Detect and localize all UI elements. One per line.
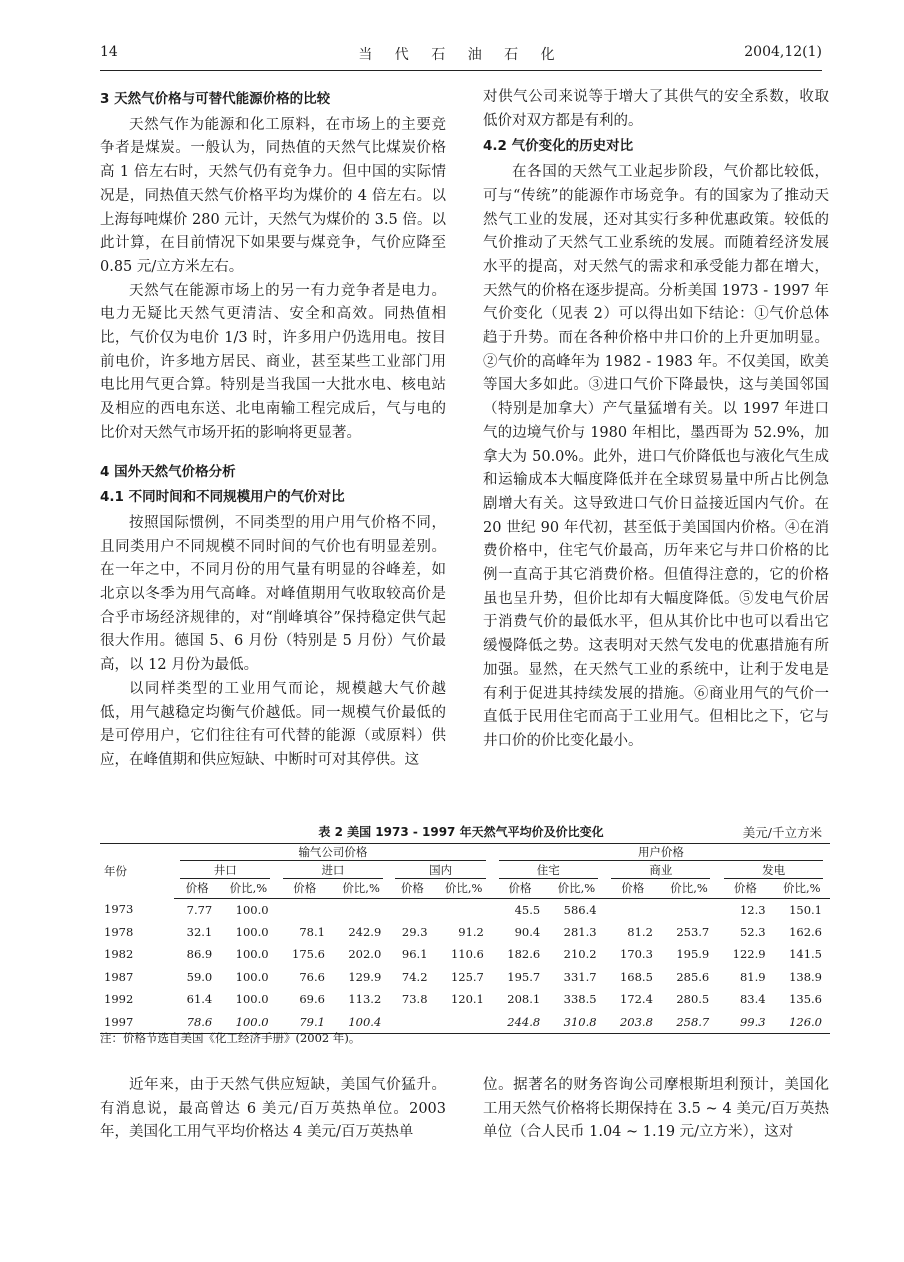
table-cell: 76.6 — [299, 969, 325, 984]
table-row — [100, 921, 830, 944]
table-cell — [436, 898, 492, 921]
section-4-heading: 4 国外天然气价格分析 — [100, 463, 236, 480]
table-row — [100, 988, 830, 1011]
paragraph: 在各国的天然气工业起步阶段，气价都比较低，可与“传统”的能源作市场竞争。有的国家为了推动天然气工业的发展，还对其实行多种优惠政策。较低的气价推动了天然气工业系统的发展。而随着经济发展水平的提高，对天然气的需求和承受能力都在增大，天然气的价格在逐步提高。分析美国 1973 - 1997 年气价变化（见表 2）可以得出如下结论：①气价总体趋于升势。而在各种价格中井口价的上升更加明显。②气价的高峰年为 1982 - 1983 年。不仅美国，欧美等国大多如此。③进口气价下降最快，这与美国邻国（特别是加拿大）产气量猛增有关。以 1997 年进口气的边境气价与 1980 年相比，墨西哥为 52.9%，加拿大为 50.0%。此外，进口气价降低也与液化气生成和运输成本大幅度降低并在全球贸易量中所占比例急剧增大有关。这导致进口气价日益接近国内气价。在 20 世纪 90 年代初，甚至低于美国国内价格。④在消费价格中，住宅气价最高，历年来它与井口价格的比例一直高于其它消费价格。但值得注意的，它的价格虽也呈升势，但价比却有大幅度降低。⑤发电气价居于消费气价的最低水平，但从其价比中也可以看出它缓慢降低之势。这表明对天然气发电的优惠措施有所加强。显然，在天然气工业的系统中，让利于发电是有利于促进其持续发展的措施。⑥商业用气的气价一直低于民用住宅而高于工业用气。但相比之下，它与井口价的价比变化最小。 — [483, 164, 829, 749]
table-cell: 242.9 — [348, 924, 382, 939]
table-cell: 210.2 — [563, 947, 597, 962]
section-3-heading: 3 天然气价格与可替代能源价格的比较 — [100, 91, 331, 107]
table-cell: 203.8 — [605, 1011, 661, 1034]
table-cell: 74.2 — [401, 969, 428, 984]
table-cell: 135.6 — [789, 992, 822, 1007]
table-cell — [436, 1011, 492, 1034]
table-row — [100, 943, 830, 966]
bottom-left-column — [100, 1074, 446, 1145]
table-cell: 195.9 — [676, 947, 710, 962]
table-cell: 78.1 — [299, 924, 325, 939]
table-cell: 100.0 — [235, 947, 269, 962]
col-header: 国内 — [395, 862, 485, 879]
table-note: 注：价格节选自美国《化工经济手册》(2002 年)。 — [100, 1031, 361, 1045]
sub-header: 价比,% — [548, 879, 604, 898]
table-cell — [605, 898, 661, 921]
table-cell: 175.6 — [292, 947, 325, 962]
table-cell: 310.8 — [548, 1011, 604, 1034]
table-cell: 208.1 — [507, 992, 541, 1007]
table-cell: 73.8 — [401, 992, 428, 1007]
table-cell: 52.3 — [739, 924, 766, 939]
table-cell: 150.1 — [789, 902, 822, 917]
year-cell: 1992 — [104, 992, 134, 1007]
table-cell: 79.1 — [277, 1011, 333, 1034]
table-row — [100, 966, 830, 989]
table-cell: 141.5 — [789, 947, 822, 962]
col-header: 商业 — [611, 862, 710, 879]
table-cell: 281.3 — [563, 924, 597, 939]
sub-header: 价比,% — [220, 879, 276, 898]
table-cell: 120.1 — [450, 992, 484, 1007]
table-cell: 195.7 — [507, 969, 541, 984]
table-cell: 110.6 — [450, 947, 484, 962]
table-cell: 280.5 — [676, 992, 710, 1007]
table-cell — [661, 898, 717, 921]
table-caption — [100, 823, 822, 843]
paragraph: 近年来，由于天然气供应短缺，美国气价猛升。有消息说，最高曾达 6 美元/百万英热单位。2003 年，美国化工用气平均价格达 4 美元/百万英热单 — [100, 1077, 446, 1141]
table-cell: 69.6 — [299, 992, 325, 1007]
table-cell — [277, 898, 333, 921]
page-header — [100, 44, 822, 68]
sub-header: 价格 — [389, 879, 435, 898]
left-column — [100, 86, 446, 773]
year-cell: 1973 — [104, 902, 134, 917]
user-group-header: 用户价格 — [499, 844, 824, 861]
table-cell: 81.9 — [739, 969, 766, 984]
table-cell: 162.6 — [789, 924, 822, 939]
sub-header: 价比,% — [436, 879, 492, 898]
table-cell: 172.4 — [619, 992, 653, 1007]
table-cell: 12.3 — [739, 902, 766, 917]
table-cell: 182.6 — [507, 947, 541, 962]
table-cell: 113.2 — [348, 992, 382, 1007]
table-cell: 100.0 — [235, 902, 269, 917]
table-cell: 29.3 — [401, 924, 428, 939]
paragraph: 对供气公司来说等于增大了其供气的安全系数，收取低价对双方都是有利的。 — [483, 89, 829, 129]
table-cell — [389, 1011, 435, 1034]
col-header: 住宅 — [499, 862, 598, 879]
sub-header: 价格 — [605, 879, 661, 898]
table-cell: 168.5 — [619, 969, 653, 984]
col-header: 进口 — [283, 862, 382, 879]
table-cell: 253.7 — [676, 924, 710, 939]
sub-header: 价比,% — [774, 879, 830, 898]
journal-title: 当 代 石 油 石 化 — [358, 47, 564, 63]
table-title: 表 2 美国 1973 - 1997 年天然气平均价及价比变化 — [318, 825, 604, 839]
sub-header: 价格 — [717, 879, 773, 898]
col-header: 发电 — [724, 862, 823, 879]
sub-header: 价格 — [277, 879, 333, 898]
table-cell: 59.0 — [186, 969, 213, 984]
table-cell: 99.3 — [717, 1011, 773, 1034]
table-cell: 45.5 — [514, 902, 541, 917]
table-cell — [389, 898, 435, 921]
col-header: 井口 — [180, 862, 270, 879]
paragraph: 天然气作为能源和化工原料，在市场上的主要竞争者是煤炭。一般认为，同热值的天然气比煤炭价格高 1 倍左右时，天然气仍有竞争力。但中国的实际情况是，同热值天然气价格平均为煤价的 4 倍左右。以上海每吨煤价 280 元计，天然气为煤价的 3.5 倍。以此计算，在目前情况下如果要与煤竞争，气价应降至 0.85 元/立方米左右。 — [100, 116, 446, 275]
price-table — [100, 843, 830, 1034]
pipeline-group-header: 输气公司价格 — [180, 844, 485, 861]
year-header: 年份 — [100, 844, 174, 899]
table-cell: 78.6 — [174, 1011, 220, 1034]
table-cell: 96.1 — [401, 947, 428, 962]
table-cell: 244.8 — [492, 1011, 548, 1034]
table-cell: 86.9 — [186, 947, 213, 962]
bottom-right-column — [483, 1074, 829, 1145]
table-cell: 81.2 — [627, 924, 653, 939]
page-number: 14 — [100, 44, 118, 60]
sub-header: 价格 — [174, 879, 220, 898]
table-row — [100, 898, 830, 921]
table-cell: 331.7 — [563, 969, 597, 984]
table-cell — [333, 898, 389, 921]
sub-header: 价格 — [492, 879, 548, 898]
year-cell: 1997 — [100, 1011, 174, 1034]
sub-header: 价比,% — [333, 879, 389, 898]
year-cell: 1978 — [104, 924, 134, 939]
table-cell: 202.0 — [348, 947, 382, 962]
table-cell: 170.3 — [619, 947, 653, 962]
header-rule — [100, 70, 822, 71]
table-cell: 90.4 — [514, 924, 541, 939]
table-cell: 338.5 — [563, 992, 597, 1007]
table-cell: 129.9 — [348, 969, 382, 984]
table-cell: 100.0 — [220, 1011, 276, 1034]
table-cell: 258.7 — [661, 1011, 717, 1034]
section-4-2-heading: 4.2 气价变化的历史对比 — [483, 138, 634, 155]
paragraph: 以同样类型的工业用气而论，规模越大气价越低，用气越稳定均衡气价越低。同一规模气价最低的是可停用户，它们往往有可代替的能源（或原料）供应，在峰值期和供应短缺、中断时可对其停供。这 — [100, 680, 446, 768]
paragraph: 按照国际惯例，不同类型的用户用气价格不同，且同类用户不同规模不同时间的气价也有明显差别。在一年之中，不同月份的用气量有明显的谷峰差，如北京以冬季为用气高峰。对峰值期用气收取较高价是合乎市场经济规律的，对“削峰填谷”保持稳定供气起很大作用。德国 5、6 月份（特别是 5 月份）气价最高，以 12 月份为最低。 — [100, 514, 446, 674]
table-unit: 美元/千立方米 — [742, 825, 822, 840]
table-cell: 61.4 — [186, 992, 213, 1007]
section-4-1-heading: 4.1 不同时间和不同规模用户的气价对比 — [100, 489, 345, 506]
year-cell: 1987 — [104, 969, 134, 984]
table-cell: 100.4 — [333, 1011, 389, 1034]
table-cell: 285.6 — [676, 969, 710, 984]
year-cell: 1982 — [104, 947, 134, 962]
paragraph: 天然气在能源市场上的另一有力竞争者是电力。电力无疑比天然气更清洁、安全和高效。同热值相比，气价仅为电价 1/3 时，许多用户仍选用电。按目前电价，许多地方居民、商业，甚至某些工业部门用电比用气更合算。特别是当我国一大批水电、核电站及相应的西电东送、北电南输工程完成后，气与电的比价对天然气市场开拓的影响将更显著。 — [100, 282, 446, 441]
table-cell: 125.7 — [450, 969, 484, 984]
table-cell: 100.0 — [235, 992, 269, 1007]
table-cell: 100.0 — [235, 969, 269, 984]
table-cell: 126.0 — [774, 1011, 830, 1034]
table-cell: 32.1 — [186, 924, 213, 939]
table-cell: 91.2 — [458, 924, 484, 939]
table-cell: 122.9 — [732, 947, 766, 962]
table-cell: 586.4 — [563, 902, 597, 917]
right-column — [483, 86, 829, 754]
issue-number: 2004,12(1) — [744, 44, 822, 60]
paragraph: 位。据著名的财务咨询公司摩根斯坦利预计，美国化工用天然气价格将长期保持在 3.5 ~ 4 美元/百万英热单位（合人民币 1.04 ~ 1.19 元/立方米），这对 — [483, 1077, 829, 1141]
table-cell: 100.0 — [235, 924, 269, 939]
table-cell: 7.77 — [186, 902, 213, 917]
sub-header: 价比,% — [661, 879, 717, 898]
table-cell: 83.4 — [739, 992, 766, 1007]
table-cell: 138.9 — [789, 969, 822, 984]
